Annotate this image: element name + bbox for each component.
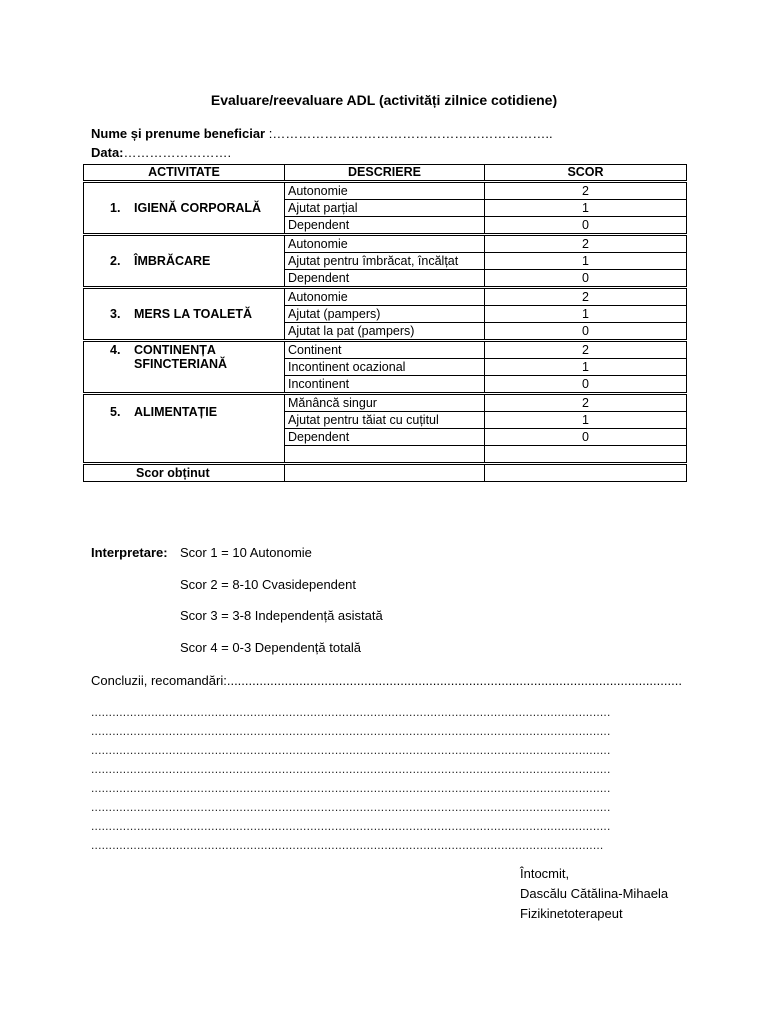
score-cell: 0 — [485, 270, 687, 288]
dotted-line: ................................................................................................................................................... — [91, 724, 611, 738]
signature-title: Fizikinetoterapeut — [520, 906, 623, 921]
dotted-line: ................................................................................................................................................... — [91, 762, 611, 776]
table-row — [84, 341, 687, 359]
activity-number: 3. — [110, 307, 121, 321]
activity-cell — [84, 394, 285, 464]
description-cell: Ajutat parțial — [285, 200, 485, 217]
header-score: SCOR — [485, 165, 687, 182]
total-label: Scor obținut — [84, 464, 285, 482]
total-score-cell — [485, 464, 687, 482]
activity-name: ALIMENTAȚIE — [134, 405, 218, 419]
score-cell: 2 — [485, 341, 687, 359]
activity-cell — [84, 235, 285, 288]
adl-table — [83, 164, 687, 482]
score-cell: 0 — [485, 217, 687, 235]
score-cell: 0 — [485, 376, 687, 394]
score-cell: 1 — [485, 200, 687, 217]
score-cell: 2 — [485, 182, 687, 200]
signature-line-1: Întocmit, — [520, 866, 570, 881]
signature-name: Dascălu Cătălina-Mihaela — [520, 886, 669, 901]
interpretation-line: Scor 2 = 8-10 Cvasidependent — [180, 577, 356, 592]
score-cell: 1 — [485, 306, 687, 323]
interpretation-line: Scor 1 = 10 Autonomie — [180, 545, 312, 560]
header-description: DESCRIERE — [285, 165, 485, 182]
score-cell: 1 — [485, 412, 687, 429]
description-cell: Autonomie — [285, 235, 485, 253]
table-row — [84, 182, 687, 200]
score-cell — [485, 446, 687, 464]
description-cell: Dependent — [285, 270, 485, 288]
beneficiary-name-label: Nume și prenume beneficiar — [91, 126, 266, 141]
activity-number: 2. — [110, 254, 121, 268]
conclusions-line — [91, 673, 682, 688]
score-cell: 0 — [485, 429, 687, 446]
table-row — [84, 288, 687, 306]
description-cell: Ajutat la pat (pampers) — [285, 323, 485, 341]
score-cell: 1 — [485, 359, 687, 376]
page-title: Evaluare/reevaluare ADL (activități zilnice cotidiene) — [210, 92, 558, 108]
score-cell: 1 — [485, 253, 687, 270]
activity-cell — [84, 182, 285, 235]
conclusions-label: Concluzii, recomandări: — [91, 673, 227, 688]
description-cell — [285, 446, 485, 464]
dotted-line: ................................................................................................................................................. — [91, 838, 604, 852]
activity-cell — [84, 288, 285, 341]
description-cell: Autonomie — [285, 288, 485, 306]
activity-cell — [84, 341, 285, 394]
beneficiary-name-line — [91, 126, 553, 141]
activity-name: IGIENĂ CORPORALĂ — [134, 201, 262, 215]
table-header-row — [84, 165, 687, 182]
description-cell: Autonomie — [285, 182, 485, 200]
interpretation-line: Scor 3 = 3-8 Independență asistată — [180, 608, 383, 623]
score-cell: 0 — [485, 323, 687, 341]
dotted-line: ................................................................................................................................................... — [91, 819, 611, 833]
score-cell: 2 — [485, 394, 687, 412]
conclusions-dots: .............................................................................................................................. — [226, 673, 682, 688]
activity-name: MERS LA TOALETĂ — [134, 307, 253, 321]
dotted-line: ................................................................................................................................................... — [91, 800, 611, 814]
activity-number: 5. — [110, 405, 121, 419]
description-cell: Continent — [285, 341, 485, 359]
interpretation-label-line — [91, 545, 168, 560]
interpretation-line: Scor 4 = 0-3 Dependență totală — [180, 640, 362, 655]
activity-number: 4. — [110, 343, 121, 357]
dotted-line: ................................................................................................................................................... — [91, 705, 611, 719]
description-cell: Ajutat pentru tăiat cu cuțitul — [285, 412, 485, 429]
dotted-line: ................................................................................................................................................... — [91, 781, 611, 795]
date-line — [91, 145, 231, 160]
total-row — [84, 464, 687, 482]
date-label: Data: — [91, 145, 124, 160]
table-row — [84, 235, 687, 253]
description-cell: Incontinent — [285, 376, 485, 394]
activity-name: ÎMBRĂCARE — [134, 254, 211, 268]
description-cell: Dependent — [285, 217, 485, 235]
total-description-cell — [285, 464, 485, 482]
description-cell: Ajutat pentru îmbrăcat, încălțat — [285, 253, 485, 270]
header-activity: ACTIVITATE — [84, 165, 285, 182]
date-value: ……………………. — [123, 145, 232, 160]
description-cell: Ajutat (pampers) — [285, 306, 485, 323]
score-cell: 2 — [485, 288, 687, 306]
score-cell: 2 — [485, 235, 687, 253]
description-cell: Dependent — [285, 429, 485, 446]
description-cell: Mănâncă singur — [285, 394, 485, 412]
beneficiary-name-value: :……………………………………………………….. — [265, 126, 553, 141]
dotted-line: ................................................................................................................................................... — [91, 743, 611, 757]
interpretation-label: Interpretare: — [91, 545, 168, 560]
activity-name: CONTINENȚA SFINCTERIANĂ — [134, 343, 228, 371]
description-cell: Incontinent ocazional — [285, 359, 485, 376]
table-row — [84, 394, 687, 412]
activity-number: 1. — [110, 201, 121, 215]
